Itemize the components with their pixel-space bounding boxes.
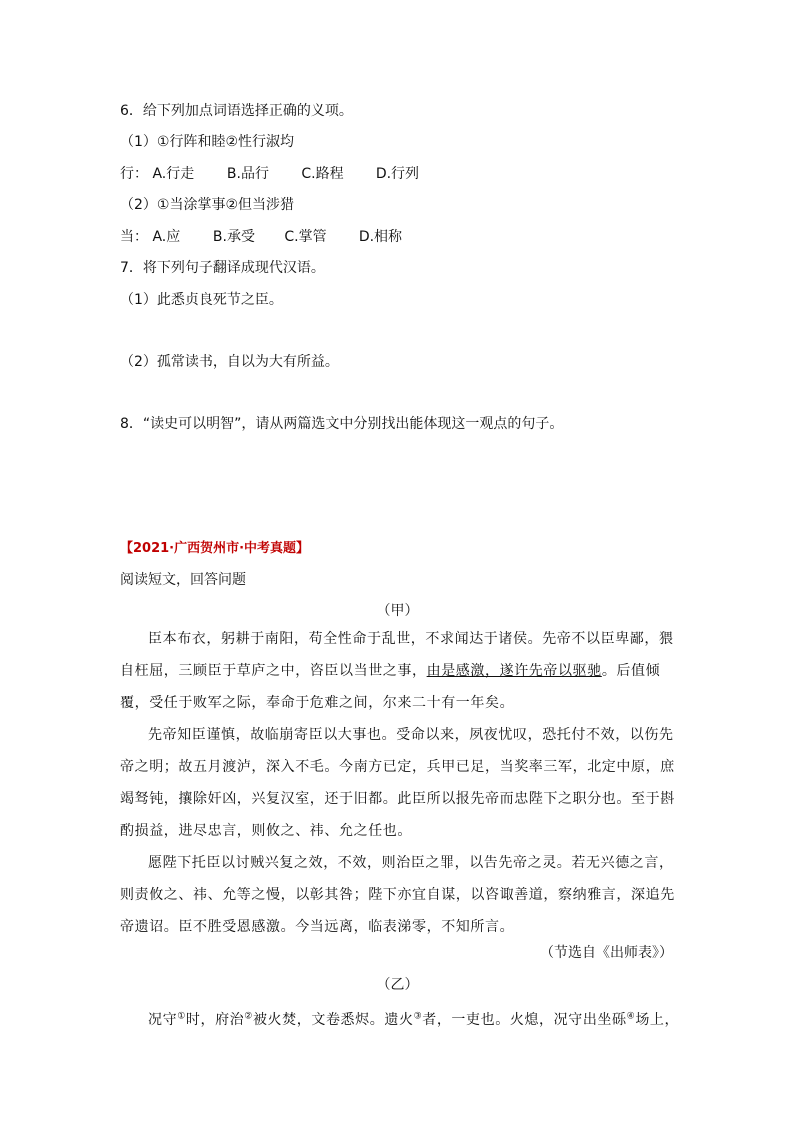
q6-row1 — [120, 164, 419, 184]
passage-jia-paragraph-3: 愿陛下托臣以讨贼兴复之效，不效，则治臣之罪，以告先帝之灵。若无兴德之言，则责攸之、祎、允等之慢，以彰其咎；陛下亦宜自谋，以咨诹善道，察纳雅言，深追先帝遗诏。臣不胜受恩感激。今当远离，临表涕零，不知所言。 — [120, 855, 675, 935]
passage-jia-source: （节选自《出师表》） — [540, 945, 673, 961]
jia-p1-before: 臣本布衣，躬耕于南阳，苟全性命于乱世，不求闻达于诸侯。先帝不以臣卑鄙，猥自枉屈，三顾臣于草庐之中，咨臣以当世之事， — [120, 631, 674, 679]
row2-label: 当： — [120, 229, 148, 245]
q7-sentence-1: （1）此悉贞良死节之臣。 — [120, 292, 283, 308]
option-c: C.掌管 — [284, 229, 327, 245]
underlined-sentence: 由是感激，遂许先帝以驱驰 — [426, 663, 602, 679]
q6-sub1: （1）①行阵和睦②性行淑均 — [120, 134, 295, 150]
yi-text: 时，府治 — [185, 1012, 245, 1028]
option-c: C.路程 — [301, 166, 344, 182]
passage-jia-paragraph-2: 先帝知臣谨慎，故临崩寄臣以大事也。受命以来，夙夜忧叹，恐托付不效，以伤先帝之明；故五月渡泸，深入不毛。今南方已定，兵甲已足，当奖率三军，北定中原，庶竭驽钝，攘除奸凶，兴复汉室，还于旧都。此臣所以报先帝而忠陛下之职分也。至于斟酌损益，进尽忠言，则攸之、祎、允之任也。 — [120, 727, 675, 839]
option-b: B.承受 — [212, 229, 255, 245]
q6-stem: 6．给下列加点词语选择正确的义项。 — [120, 103, 353, 119]
option-d: D.相称 — [358, 229, 403, 245]
jia-p1-after: 。后值倾覆，受任于败军之际，奉命于危难之间，尔来二十有一年矣。 — [120, 663, 661, 711]
yi-text: 场上， — [635, 1012, 680, 1028]
source-tag: 【2021·广西贺州市·中考真题】 — [120, 541, 310, 556]
yi-text: 况守 — [148, 1012, 178, 1028]
row1-label: 行： — [120, 166, 148, 182]
option-d: D.行列 — [375, 166, 420, 182]
instruction: 阅读短文，回答问题 — [120, 572, 246, 588]
passage-yi-heading: （乙） — [376, 977, 419, 993]
footnote-3: ③ — [413, 1011, 423, 1022]
footnote-1: ① — [177, 1011, 186, 1022]
passage-yi-paragraph-1 — [120, 1004, 678, 1036]
option-a: A.行走 — [152, 166, 195, 182]
yi-text: 被火焚，文卷悉烬。遗火 — [252, 1012, 414, 1028]
option-b: B.品行 — [226, 166, 269, 182]
passage-jia-paragraph-1 — [120, 623, 678, 719]
q7-stem: 7．将下列句子翻译成现代汉语。 — [120, 260, 325, 276]
footnote-4: ④ — [626, 1011, 636, 1022]
passage-jia-heading: （甲） — [376, 603, 419, 619]
footnote-2: ② — [244, 1011, 253, 1022]
q7-sentence-2: （2）孤常读书，自以为大有所益。 — [120, 354, 339, 370]
q6-row2 — [120, 227, 402, 247]
yi-text: 者，一吏也。火熄，况守出坐砾 — [422, 1012, 627, 1028]
option-a: A.应 — [152, 229, 181, 245]
question-8: 8．“读史可以明智”，请从两篇选文中分别找出能体现这一观点的句子。 — [120, 416, 564, 432]
q6-sub2: （2）①当涂掌事②但当涉猎 — [120, 197, 295, 213]
